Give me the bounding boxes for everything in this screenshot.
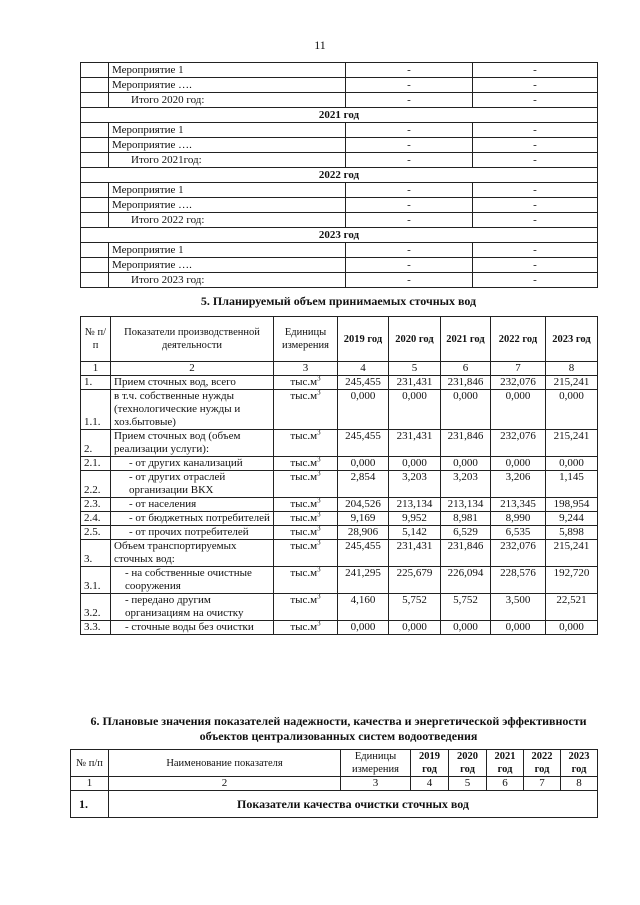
value-cell: 231,431 (389, 430, 441, 457)
header-row (81, 317, 598, 362)
value-cell: 226,094 (441, 567, 491, 594)
section-number: 1. (71, 791, 109, 818)
row-number: 2.1. (81, 457, 111, 471)
unit-superscript: 3 (317, 593, 321, 601)
column-header: Единицы измерения (274, 317, 338, 362)
row-number: 3.1. (81, 567, 111, 594)
indicator-name: - от бюджетных потребителей (111, 512, 274, 526)
value-cell: 1,145 (546, 471, 598, 498)
unit-cell (274, 457, 338, 471)
column-header: 2020 год (449, 750, 487, 777)
unit-cell (274, 498, 338, 512)
value-cell: 215,241 (546, 540, 598, 567)
unit-text: тыс.м (290, 498, 318, 510)
reliability-indicators-table (70, 749, 598, 818)
column-index: 5 (449, 777, 487, 791)
value-cell: 245,455 (338, 540, 389, 567)
row-number: 3. (81, 540, 111, 567)
value-cell: 0,000 (389, 390, 441, 430)
indicator-name: - от населения (111, 498, 274, 512)
measure-row (81, 123, 598, 138)
value-cell: 4,160 (338, 594, 389, 621)
measure-label: Мероприятие 1 (109, 183, 346, 198)
column-header: Единицы измерения (341, 750, 411, 777)
value-cell: 0,000 (441, 390, 491, 430)
row-number-cell (81, 243, 109, 258)
value-cell: 192,720 (546, 567, 598, 594)
column-header: 2021 год (487, 750, 524, 777)
data-row (81, 594, 598, 621)
data-row (81, 471, 598, 498)
value-cell: 0,000 (491, 390, 546, 430)
value-cell: 215,241 (546, 430, 598, 457)
column-header: 2023 год (561, 750, 598, 777)
data-row (81, 540, 598, 567)
measure-label: Мероприятие 1 (109, 123, 346, 138)
unit-superscript: 3 (317, 389, 321, 397)
data-row (81, 512, 598, 526)
value-cell: - (473, 138, 598, 153)
data-row (81, 526, 598, 540)
value-cell: - (346, 138, 473, 153)
year-header-row (81, 108, 598, 123)
column-header: 2019 год (411, 750, 449, 777)
unit-text: тыс.м (290, 526, 318, 538)
value-cell: - (473, 123, 598, 138)
row-number-cell (81, 153, 109, 168)
value-cell: 9,169 (338, 512, 389, 526)
value-cell: 245,455 (338, 430, 389, 457)
indicator-name: - от других канализаций (111, 457, 274, 471)
column-header: Наименование показателя (109, 750, 341, 777)
indicator-name: в т.ч. собственные нужды (технологические нужды и хоз.бытовые) (111, 390, 274, 430)
value-cell: 0,000 (389, 457, 441, 471)
value-cell: - (346, 183, 473, 198)
column-header: Показатели производственной деятельности (111, 317, 274, 362)
row-number: 1.1. (81, 390, 111, 430)
indicator-name: Объем транспортируемых сточных вод: (111, 540, 274, 567)
column-index-row (71, 777, 598, 791)
value-cell: 0,000 (389, 621, 441, 635)
measure-label: Мероприятие …. (109, 198, 346, 213)
unit-text: тыс.м (290, 457, 318, 469)
value-cell: 232,076 (491, 430, 546, 457)
column-index: 6 (487, 777, 524, 791)
column-header: № п/п (81, 317, 111, 362)
value-cell: 245,455 (338, 376, 389, 390)
column-header: 2023 год (546, 317, 598, 362)
section-5-title: 5. Планируемый объем принимаемых сточных вод (200, 294, 477, 308)
unit-cell (274, 567, 338, 594)
row-number: 2.4. (81, 512, 111, 526)
value-cell: 6,529 (441, 526, 491, 540)
value-cell: 0,000 (338, 621, 389, 635)
row-number-cell (81, 213, 109, 228)
value-cell: - (346, 153, 473, 168)
unit-superscript: 3 (317, 429, 321, 437)
value-cell: - (346, 63, 473, 78)
indicator-name: - сточные воды без очистки (111, 621, 274, 635)
row-number-cell (81, 198, 109, 213)
unit-superscript: 3 (317, 511, 321, 519)
indicator-name: - от прочих потребителей (111, 526, 274, 540)
value-cell: 5,142 (389, 526, 441, 540)
column-index: 5 (389, 362, 441, 376)
value-cell: 8,981 (441, 512, 491, 526)
column-index: 2 (111, 362, 274, 376)
year-header: 2021 год (81, 108, 598, 123)
unit-superscript: 3 (317, 525, 321, 533)
value-cell: 231,846 (441, 430, 491, 457)
row-number-cell (81, 258, 109, 273)
measures-table (80, 62, 598, 288)
unit-superscript: 3 (317, 470, 321, 478)
data-row (81, 567, 598, 594)
value-cell: - (346, 213, 473, 228)
unit-text: тыс.м (290, 376, 318, 388)
column-index: 7 (524, 777, 561, 791)
value-cell: 0,000 (441, 457, 491, 471)
column-index: 6 (441, 362, 491, 376)
column-index: 7 (491, 362, 546, 376)
data-row (81, 390, 598, 430)
value-cell: 8,990 (491, 512, 546, 526)
value-cell: - (473, 198, 598, 213)
value-cell: 225,679 (389, 567, 441, 594)
value-cell: - (473, 153, 598, 168)
unit-text: тыс.м (290, 594, 318, 606)
unit-cell (274, 376, 338, 390)
value-cell: - (473, 258, 598, 273)
value-cell: 3,206 (491, 471, 546, 498)
total-row (81, 213, 598, 228)
value-cell: 22,521 (546, 594, 598, 621)
measure-label: Мероприятие 1 (109, 63, 346, 78)
unit-superscript: 3 (317, 566, 321, 574)
value-cell: 5,752 (441, 594, 491, 621)
value-cell: - (473, 243, 598, 258)
data-row (81, 457, 598, 471)
unit-cell (274, 594, 338, 621)
row-number: 2.3. (81, 498, 111, 512)
unit-superscript: 3 (317, 497, 321, 505)
row-number: 2.5. (81, 526, 111, 540)
value-cell: - (346, 78, 473, 93)
measure-row (81, 63, 598, 78)
unit-cell (274, 540, 338, 567)
unit-text: тыс.м (290, 390, 318, 402)
measure-label: Мероприятие 1 (109, 243, 346, 258)
unit-superscript: 3 (317, 375, 321, 383)
total-label: Итого 2023 год: (109, 273, 346, 288)
year-header-row (81, 168, 598, 183)
value-cell: 5,752 (389, 594, 441, 621)
measure-label: Мероприятие …. (109, 78, 346, 93)
total-label: Итого 2022 год: (109, 213, 346, 228)
row-number-cell (81, 273, 109, 288)
header-row (71, 750, 598, 777)
page-number: 11 (314, 38, 326, 52)
total-row (81, 273, 598, 288)
column-index: 1 (81, 362, 111, 376)
total-label: Итого 2020 год: (109, 93, 346, 108)
unit-text: тыс.м (290, 430, 318, 442)
row-number-cell (81, 123, 109, 138)
value-cell: 213,345 (491, 498, 546, 512)
value-cell: 0,000 (338, 457, 389, 471)
value-cell: 232,076 (491, 540, 546, 567)
row-number-cell (81, 183, 109, 198)
column-index: 1 (71, 777, 109, 791)
section-6-title: 6. Плановые значения показателей надежности, качества и энергетической эффективности объектов централизованных систем водоотведения (90, 714, 587, 743)
value-cell: - (473, 183, 598, 198)
value-cell: - (346, 198, 473, 213)
data-row (81, 430, 598, 457)
value-cell: 0,000 (546, 457, 598, 471)
measure-row (81, 258, 598, 273)
section-row (71, 791, 598, 818)
total-label: Итого 2021год: (109, 153, 346, 168)
column-header: 2022 год (524, 750, 561, 777)
indicator-name: Прием сточных вод (объем реализации услуги): (111, 430, 274, 457)
measure-row (81, 183, 598, 198)
value-cell: 5,898 (546, 526, 598, 540)
value-cell: 28,906 (338, 526, 389, 540)
value-cell: 0,000 (491, 621, 546, 635)
unit-cell (274, 526, 338, 540)
value-cell: 228,576 (491, 567, 546, 594)
column-index: 8 (561, 777, 598, 791)
value-cell: - (346, 243, 473, 258)
measure-row (81, 78, 598, 93)
unit-text: тыс.м (290, 621, 318, 633)
value-cell: 0,000 (338, 390, 389, 430)
value-cell: 213,134 (389, 498, 441, 512)
value-cell: - (473, 213, 598, 228)
unit-text: тыс.м (290, 471, 318, 483)
indicator-name: - передано другим организациям на очистку (111, 594, 274, 621)
row-number-cell (81, 78, 109, 93)
unit-text: тыс.м (290, 512, 318, 524)
unit-superscript: 3 (317, 539, 321, 547)
row-number-cell (81, 63, 109, 78)
value-cell: 6,535 (491, 526, 546, 540)
measure-label: Мероприятие …. (109, 258, 346, 273)
value-cell: - (346, 273, 473, 288)
data-row (81, 498, 598, 512)
value-cell: 231,431 (389, 540, 441, 567)
value-cell: 9,952 (389, 512, 441, 526)
value-cell: 215,241 (546, 376, 598, 390)
unit-cell (274, 390, 338, 430)
unit-superscript: 3 (317, 456, 321, 464)
unit-cell (274, 430, 338, 457)
section-title: Показатели качества очистки сточных вод (109, 791, 598, 818)
value-cell: 231,846 (441, 376, 491, 390)
row-number-cell (81, 138, 109, 153)
value-cell: 0,000 (546, 390, 598, 430)
column-index: 8 (546, 362, 598, 376)
data-row (81, 376, 598, 390)
value-cell: 231,846 (441, 540, 491, 567)
indicator-name: Прием сточных вод, всего (111, 376, 274, 390)
row-number: 2.2. (81, 471, 111, 498)
unit-cell (274, 471, 338, 498)
column-header: № п/п (71, 750, 109, 777)
unit-text: тыс.м (290, 540, 318, 552)
row-number: 3.3. (81, 621, 111, 635)
row-number-cell (81, 93, 109, 108)
value-cell: - (346, 258, 473, 273)
value-cell: 232,076 (491, 376, 546, 390)
measure-row (81, 198, 598, 213)
row-number: 1. (81, 376, 111, 390)
value-cell: - (346, 93, 473, 108)
value-cell: - (473, 93, 598, 108)
value-cell: 3,500 (491, 594, 546, 621)
year-header: 2022 год (81, 168, 598, 183)
column-header: 2020 год (389, 317, 441, 362)
value-cell: - (473, 63, 598, 78)
total-row (81, 153, 598, 168)
measure-label: Мероприятие …. (109, 138, 346, 153)
value-cell: 3,203 (389, 471, 441, 498)
wastewater-volume-table (80, 316, 598, 635)
unit-superscript: 3 (317, 620, 321, 628)
column-index-row (81, 362, 598, 376)
row-number: 3.2. (81, 594, 111, 621)
value-cell: 204,526 (338, 498, 389, 512)
measure-row (81, 243, 598, 258)
data-row (81, 621, 598, 635)
column-header: 2021 год (441, 317, 491, 362)
value-cell: 198,954 (546, 498, 598, 512)
value-cell: 0,000 (546, 621, 598, 635)
total-row (81, 93, 598, 108)
column-header: 2022 год (491, 317, 546, 362)
value-cell: 231,431 (389, 376, 441, 390)
column-header: 2019 год (338, 317, 389, 362)
indicator-name: - от других отраслей организации ВКХ (111, 471, 274, 498)
value-cell: - (346, 123, 473, 138)
measure-row (81, 138, 598, 153)
value-cell: 0,000 (491, 457, 546, 471)
column-index: 3 (341, 777, 411, 791)
value-cell: - (473, 78, 598, 93)
unit-cell (274, 621, 338, 635)
year-header-row (81, 228, 598, 243)
value-cell: 241,295 (338, 567, 389, 594)
value-cell: 213,134 (441, 498, 491, 512)
unit-cell (274, 512, 338, 526)
column-index: 4 (338, 362, 389, 376)
column-index: 4 (411, 777, 449, 791)
unit-text: тыс.м (290, 567, 318, 579)
year-header: 2023 год (81, 228, 598, 243)
value-cell: 3,203 (441, 471, 491, 498)
indicator-name: - на собственные очистные сооружения (111, 567, 274, 594)
value-cell: 9,244 (546, 512, 598, 526)
column-index: 3 (274, 362, 338, 376)
value-cell: 0,000 (441, 621, 491, 635)
column-index: 2 (109, 777, 341, 791)
value-cell: - (473, 273, 598, 288)
value-cell: 2,854 (338, 471, 389, 498)
row-number: 2. (81, 430, 111, 457)
